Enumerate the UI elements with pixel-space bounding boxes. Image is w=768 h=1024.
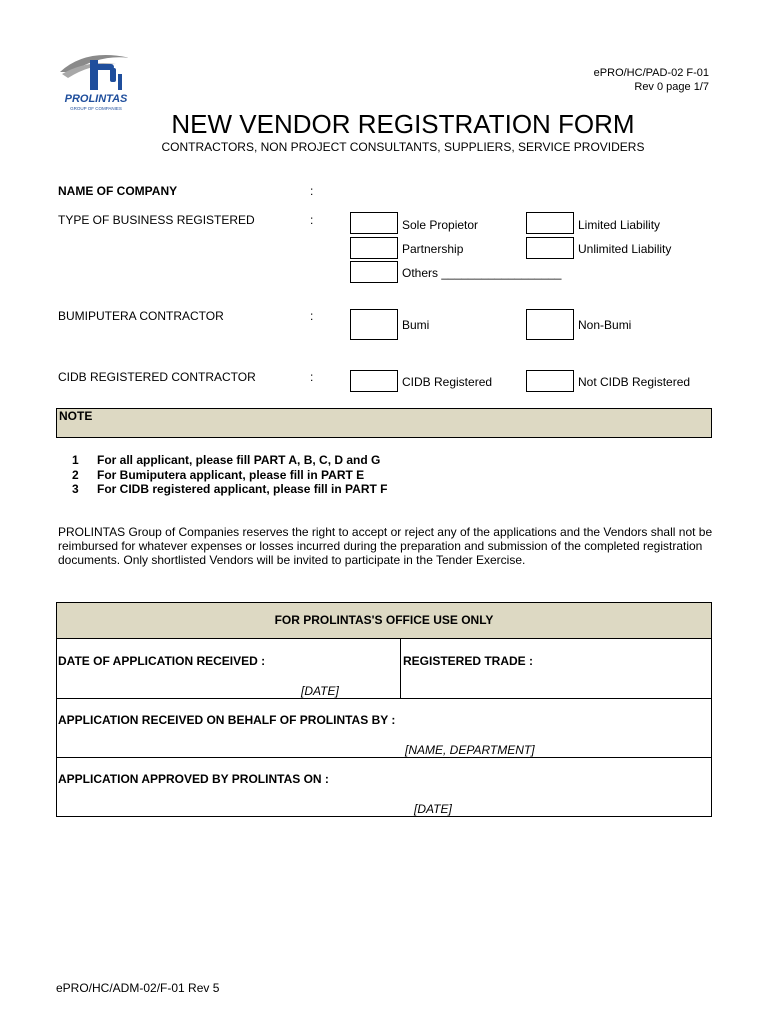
others-label: Others __________________ [402, 266, 562, 280]
footer-doc-code: ePRO/HC/ADM-02/F-01 Rev 5 [56, 981, 220, 995]
cidb-registered-label: CIDB Registered [402, 375, 493, 389]
document-reference [594, 66, 709, 94]
cidb-registered-checkbox[interactable] [350, 370, 398, 392]
disclaimer-paragraph: PROLINTAS Group of Companies reserves the right to accept or reject any of the applications and the Vendors shall not be reimbursed for whatever expenses or losses incurred during the preparation and submission of the completed registration documents. Only shortlisted Vendors will be invited to participate in the Tender Exercise. [58, 525, 713, 567]
note-number: 1 [72, 453, 79, 467]
form-subtitle: CONTRACTORS, NON PROJECT CONSULTANTS, SUPPLIERS, SERVICE PROVIDERS [161, 140, 645, 154]
registered-trade-label: REGISTERED TRADE : [403, 654, 534, 668]
not-cidb-registered-checkbox[interactable] [526, 370, 574, 392]
unlimited-liability-label: Unlimited Liability [578, 242, 672, 256]
non-bumi-label: Non-Bumi [578, 318, 632, 332]
note-item [72, 453, 388, 468]
form-title: NEW VENDOR REGISTRATION FORM [171, 109, 635, 139]
bumiputera-colon: : [310, 309, 314, 323]
non-bumi-checkbox[interactable] [526, 309, 574, 340]
received-by-label: APPLICATION RECEIVED ON BEHALF OF PROLINTAS BY : [58, 713, 396, 727]
note-bar [56, 408, 712, 438]
note-number: 2 [72, 467, 79, 482]
sole-proprietor-checkbox[interactable] [350, 212, 398, 234]
business-type-colon: : [310, 213, 314, 227]
prolintas-logo-graphic [56, 50, 136, 116]
note-text: For all applicant, please fill PART A, B, C, D and G [97, 453, 381, 467]
rev-page: Rev 0 page 1/7 [634, 81, 709, 93]
name-department-placeholder[interactable]: [NAME, DEPARTMENT] [405, 743, 535, 757]
company-name-label: NAME OF COMPANY [58, 184, 178, 198]
doc-code: ePRO/HC/PAD-02 F-01 [593, 67, 709, 79]
business-type-label: TYPE OF BUSINESS REGISTERED [58, 213, 255, 227]
date-received-placeholder[interactable]: [DATE] [301, 684, 339, 698]
logo-subtext: GROUP OF COMPANIES [70, 106, 122, 111]
partnership-label: Partnership [402, 242, 464, 256]
date-received-label: DATE OF APPLICATION RECEIVED : [58, 654, 266, 668]
logo-wordmark: PROLINTAS [64, 93, 128, 105]
office-use-heading: FOR PROLINTAS'S OFFICE USE ONLY [274, 613, 494, 627]
sole-proprietor-label: Sole Propietor [402, 218, 479, 232]
bumi-label: Bumi [402, 318, 430, 332]
note-item [72, 482, 388, 497]
limited-liability-label: Limited Liability [578, 218, 661, 232]
table-row-divider [57, 757, 711, 758]
table-row-divider [57, 698, 711, 699]
not-cidb-registered-label: Not CIDB Registered [578, 375, 691, 389]
note-text: For CIDB registered applicant, please fill in PART F [97, 482, 388, 496]
bumiputera-label: BUMIPUTERA CONTRACTOR [58, 309, 224, 323]
note-item [72, 468, 388, 483]
cidb-label: CIDB REGISTERED CONTRACTOR [58, 370, 256, 384]
partnership-checkbox[interactable] [350, 237, 398, 259]
prolintas-logo [56, 50, 136, 116]
note-text: For Bumiputera applicant, please fill in PART E [97, 467, 365, 482]
unlimited-liability-checkbox[interactable] [526, 237, 574, 259]
approved-on-label: APPLICATION APPROVED BY PROLINTAS ON : [58, 772, 329, 786]
table-column-divider [400, 639, 401, 699]
note-label: NOTE [59, 409, 93, 423]
others-checkbox[interactable] [350, 261, 398, 283]
note-list [72, 453, 388, 497]
company-name-colon: : [310, 184, 314, 198]
bumi-checkbox[interactable] [350, 309, 398, 340]
limited-liability-checkbox[interactable] [526, 212, 574, 234]
note-number: 3 [72, 482, 79, 496]
approved-date-placeholder[interactable]: [DATE] [414, 802, 452, 816]
cidb-colon: : [310, 370, 314, 384]
